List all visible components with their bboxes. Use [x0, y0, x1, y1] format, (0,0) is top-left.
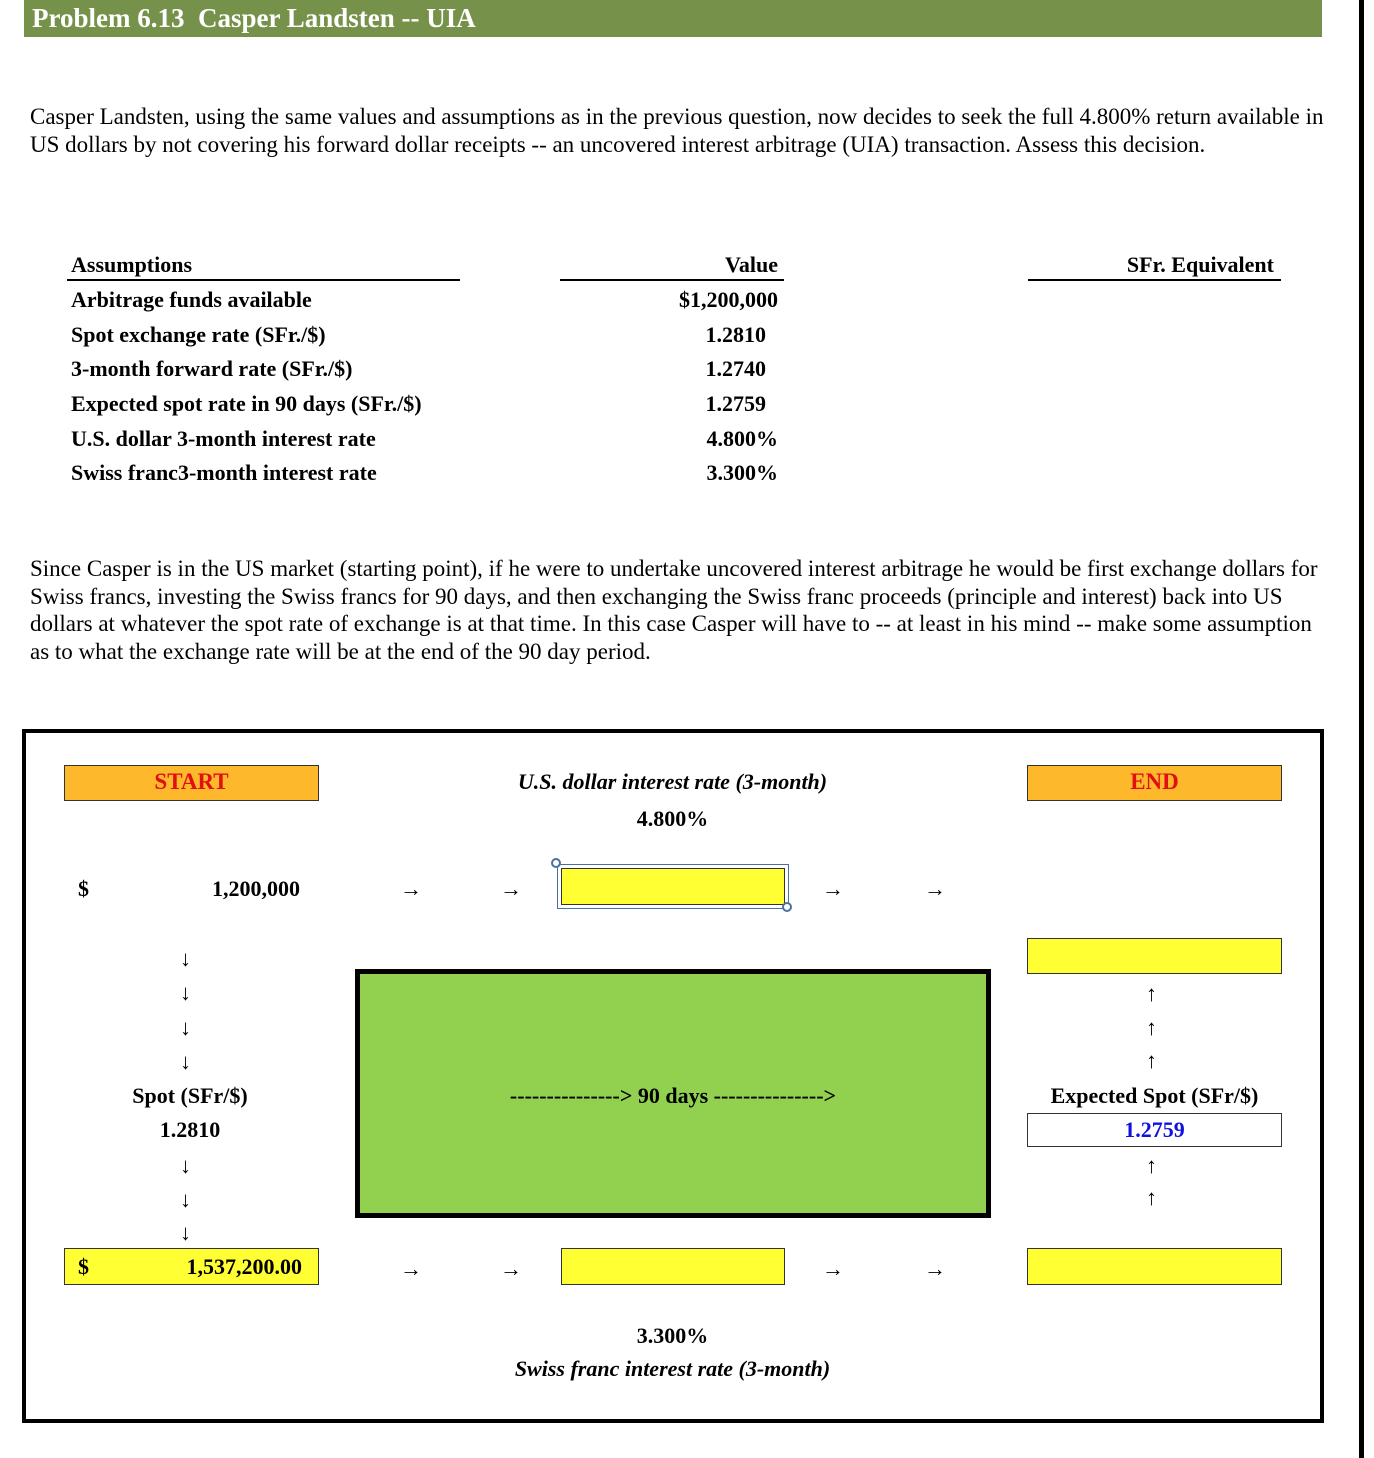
- arrow-down-icon: ↓: [180, 1153, 191, 1178]
- arrow-right-icon: →: [500, 876, 522, 901]
- sfr-amount-value: 1,537,200.00: [186, 1254, 302, 1279]
- row-value-usd-rate: 4.800%: [706, 426, 778, 451]
- sfr-equivalent-header-rule: [1028, 279, 1281, 281]
- row-label-sfr-rate: Swiss franc3-month interest rate: [71, 460, 377, 485]
- arrow-down-icon: ↓: [180, 1015, 191, 1040]
- arrow-right-icon: →: [924, 1256, 946, 1281]
- intro-paragraph: Casper Landsten, using the same values and assumptions as in the previous question, now decides to seek the full 4.800% return available in US dollars by not covering his forward dollar receipts -- an uncovered interest arbitrage (UIA) transaction. Assess this decision.: [30, 104, 1324, 157]
- arrow-right-icon: →: [500, 1256, 522, 1281]
- row-label-spot: Spot exchange rate (SFr./$): [71, 322, 326, 347]
- start-box: START: [64, 765, 319, 801]
- arrow-up-icon: ↑: [1146, 1153, 1157, 1178]
- end-box: END: [1027, 765, 1282, 801]
- end-usd-proceeds-cell[interactable]: [1027, 938, 1282, 974]
- arrow-up-icon: ↑: [1146, 1015, 1157, 1040]
- sfr-amount-cell[interactable]: [64, 1248, 319, 1285]
- start-amount: 1,200,000: [212, 876, 300, 901]
- arrow-down-icon: ↓: [180, 1220, 191, 1245]
- arrow-up-icon: ↑: [1146, 1048, 1157, 1073]
- arrow-right-icon: →: [822, 1256, 844, 1281]
- explanation-paragraph: Since Casper is in the US market (starting point), if he were to undertake uncovered interest arbitrage he would be first exchange dollars for Swiss francs, investing the Swiss francs for 90 days, and then exchanging the Swiss franc proceeds (principle and interest) back into US dollars at whatever the spot rate of exchange is at that time. In this case Casper will have to -- at least in his mind -- make some assumption as to what the exchange rate will be at the end of the 90 day period.: [30, 556, 1318, 664]
- sfr-interest-rate-label: Swiss franc interest rate (3-month): [514, 1356, 831, 1381]
- row-value-expected-spot: 1.2759: [705, 391, 766, 416]
- row-value-sfr-rate: 3.300%: [706, 460, 778, 485]
- row-label-forward: 3-month forward rate (SFr./$): [71, 356, 353, 381]
- arrow-down-icon: ↓: [180, 1187, 191, 1212]
- row-value-forward: 1.2740: [705, 356, 766, 381]
- row-label-funds: Arbitrage funds available: [71, 287, 312, 312]
- ninety-days-label: ---------------> 90 days --------------->: [509, 1083, 837, 1108]
- value-header: Value: [725, 252, 778, 277]
- right-border-rule: [1359, 0, 1364, 1458]
- spot-rate-value: 1.2810: [159, 1117, 221, 1142]
- assumptions-header: Assumptions: [71, 252, 193, 277]
- arrow-up-icon: ↑: [1146, 1185, 1157, 1210]
- assumptions-header-rule: [67, 279, 460, 281]
- arrow-right-icon: →: [924, 876, 946, 901]
- sfr-interest-rate-value: 3.300%: [636, 1323, 709, 1348]
- sfr-investment-cell[interactable]: [561, 1248, 785, 1285]
- spot-rate-label: Spot (SFr/$): [132, 1083, 248, 1108]
- arrow-right-icon: →: [400, 1256, 422, 1281]
- arrow-down-icon: ↓: [180, 946, 191, 971]
- usd-interest-rate-value: 4.800%: [636, 806, 709, 831]
- selection-handle-icon[interactable]: [551, 858, 561, 868]
- page-title: Problem 6.13 Casper Landsten -- UIA: [24, 0, 1322, 37]
- sfr-equivalent-header: SFr. Equivalent: [1126, 252, 1274, 277]
- selection-handle-icon[interactable]: [782, 902, 792, 912]
- arrow-right-icon: →: [400, 876, 422, 901]
- arrow-right-icon: →: [822, 876, 844, 901]
- row-label-expected-spot: Expected spot rate in 90 days (SFr./$): [71, 391, 422, 416]
- row-value-funds: $1,200,000: [679, 287, 778, 312]
- expected-spot-value-cell[interactable]: 1.2759: [1027, 1113, 1282, 1147]
- usd-interest-rate-label: U.S. dollar interest rate (3-month): [517, 769, 828, 794]
- value-header-rule: [560, 279, 784, 281]
- row-label-usd-rate: U.S. dollar 3-month interest rate: [71, 426, 376, 451]
- sfr-dollar-sign: $: [78, 1254, 89, 1279]
- sfr-proceeds-cell[interactable]: [1027, 1248, 1282, 1285]
- arrow-down-icon: ↓: [180, 980, 191, 1005]
- arrow-up-icon: ↑: [1146, 981, 1157, 1006]
- start-dollar-sign: $: [78, 876, 89, 901]
- row-value-spot: 1.2810: [705, 322, 766, 347]
- arrow-down-icon: ↓: [180, 1049, 191, 1074]
- expected-spot-label: Expected Spot (SFr/$): [1050, 1083, 1259, 1108]
- usd-investment-cell[interactable]: [561, 868, 785, 905]
